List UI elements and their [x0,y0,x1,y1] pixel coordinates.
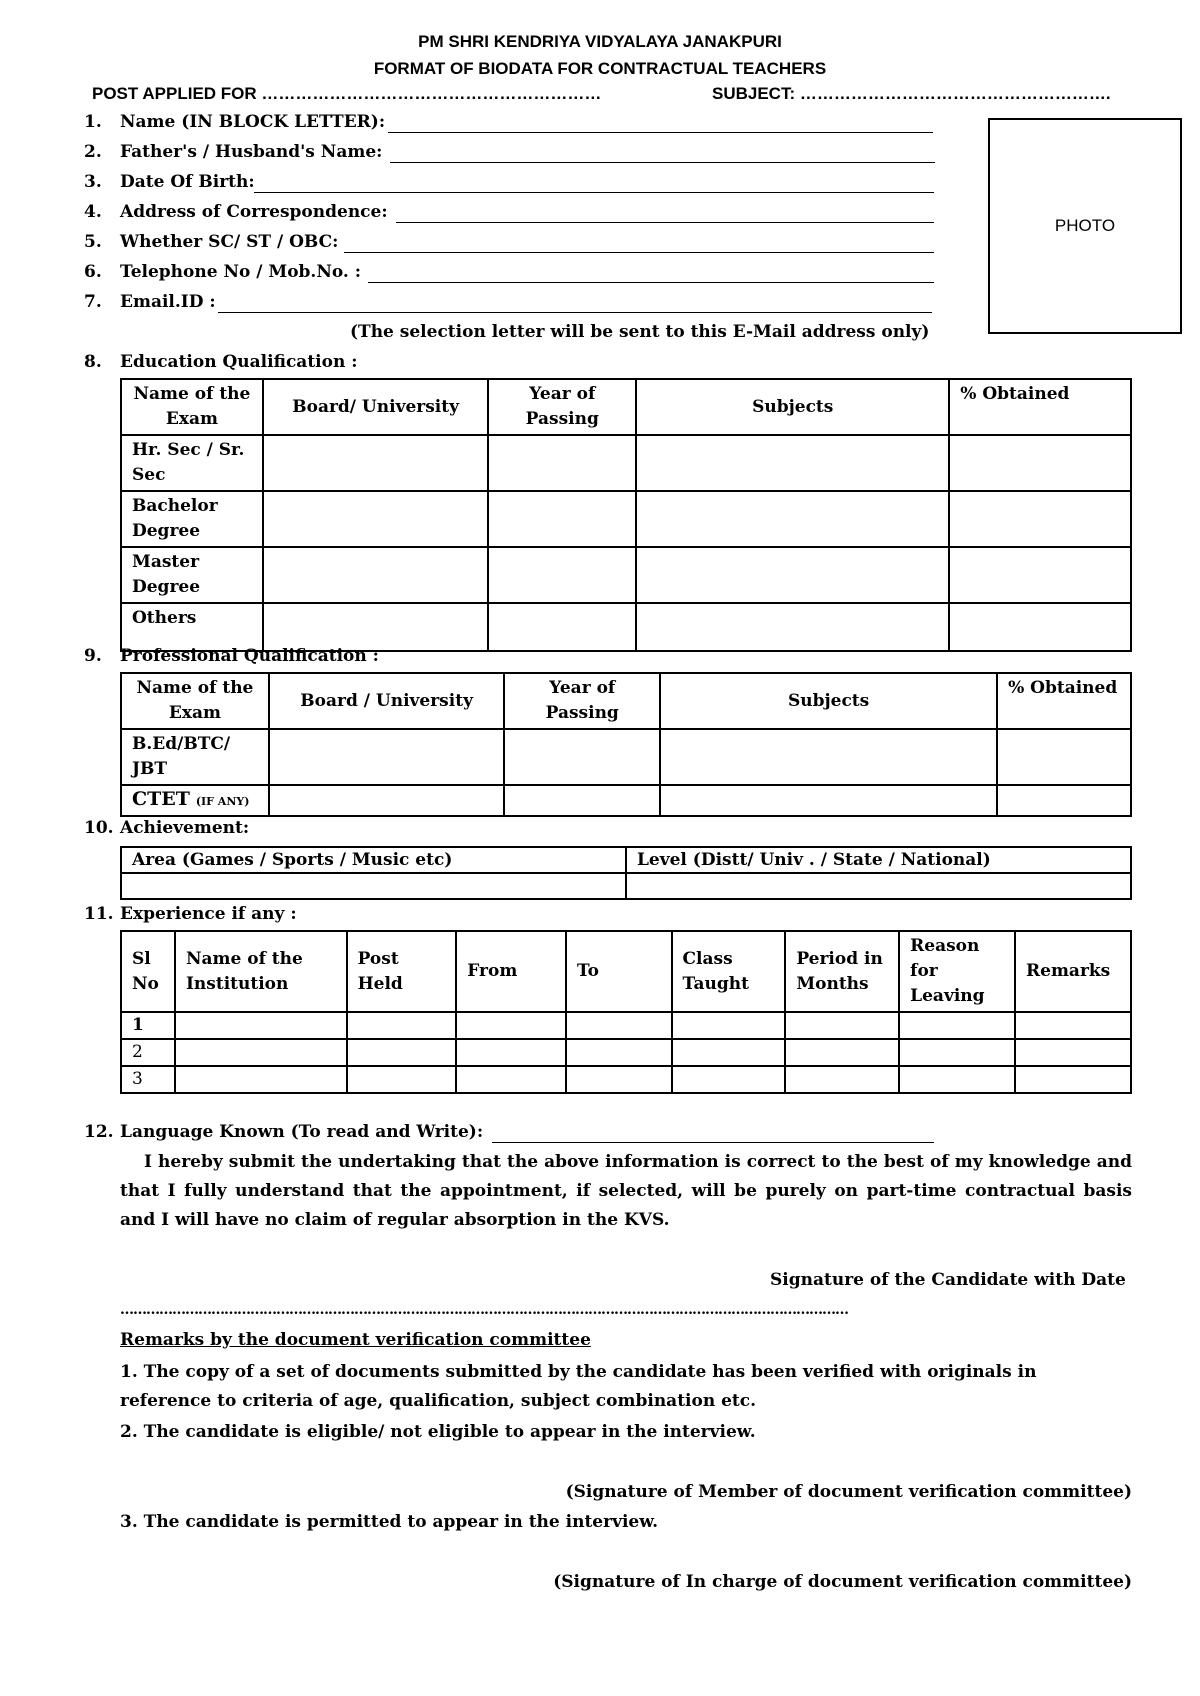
row-number: 2 [121,1039,175,1066]
header-cell: Subjects [660,673,997,729]
input-cell[interactable] [504,785,660,816]
input-cell[interactable] [456,1012,566,1039]
header-cell: Year of Passing [504,673,660,729]
header-cell: % Obtained [949,379,1131,435]
ctet-note: (IF ANY) [195,795,250,808]
input-cell[interactable] [263,603,489,651]
language-input-line[interactable] [492,1142,934,1143]
input-cell[interactable] [456,1039,566,1066]
input-cell[interactable] [269,785,504,816]
input-cell[interactable] [1015,1012,1131,1039]
header-cell: Remarks [1015,931,1131,1012]
education-table [120,378,1132,652]
input-cell[interactable] [504,729,660,785]
email-input-line[interactable] [218,312,932,313]
achievement-table [120,846,1132,900]
remarks-title: Remarks by the document verification committee [120,1330,591,1350]
name-label: Name (IN BLOCK LETTER): [120,112,386,132]
input-cell[interactable] [899,1012,1015,1039]
input-cell[interactable] [566,1039,672,1066]
address-input-line[interactable] [396,222,934,223]
subject-field[interactable]: SUBJECT: ………………………………………………. [712,84,1111,103]
input-cell[interactable] [347,1039,457,1066]
input-cell[interactable] [672,1012,786,1039]
input-cell[interactable] [899,1039,1015,1066]
field-number: 3. [84,172,102,192]
education-title: Education Qualification : [120,352,358,372]
field-number: 2. [84,142,102,162]
input-cell[interactable] [175,1066,347,1093]
input-cell[interactable] [899,1066,1015,1093]
input-cell[interactable] [949,547,1131,603]
candidate-signature-label: Signature of the Candidate with Date [770,1270,1126,1290]
header-cell: Board/ University [263,379,489,435]
input-cell[interactable] [347,1012,457,1039]
email-note: (The selection letter will be sent to this E-Mail address only) [350,322,930,342]
category-label: Whether SC/ ST / OBC: [120,232,339,252]
row-number: 1 [121,1012,175,1039]
email-label: Email.ID : [120,292,216,312]
row-label: Hr. Sec / Sr. Sec [121,435,263,491]
input-cell[interactable] [488,491,636,547]
header-cell: Subjects [636,379,949,435]
input-cell[interactable] [456,1066,566,1093]
field-number: 11. [84,904,114,924]
input-cell[interactable] [488,435,636,491]
input-cell[interactable] [660,785,997,816]
input-cell[interactable] [347,1066,457,1093]
form-title: FORMAT OF BIODATA FOR CONTRACTUAL TEACHERS [373,59,827,78]
header-cell: Year of Passing [488,379,636,435]
ctet-label: CTET [132,788,190,810]
header-cell: Reason for Leaving [899,931,1015,1012]
row-number: 3 [121,1066,175,1093]
dotted-separator: …………………………………………………………………………………………………………………………………………………… [120,1302,848,1318]
input-cell[interactable] [1015,1039,1131,1066]
dob-input-line[interactable] [254,192,934,193]
input-cell[interactable] [636,603,949,651]
input-cell[interactable] [636,435,949,491]
header-cell: Post Held [347,931,457,1012]
input-cell[interactable] [269,729,504,785]
professional-title: Professional Qualification : [120,646,379,666]
input-cell[interactable] [785,1012,899,1039]
input-cell[interactable] [175,1039,347,1066]
remarks-item-2: 2. The candidate is eligible/ not eligible to appear in the interview. [120,1422,756,1442]
language-label: Language Known (To read and Write): [120,1122,484,1142]
address-label: Address of Correspondence: [120,202,388,222]
input-cell[interactable] [566,1066,672,1093]
dob-label: Date Of Birth: [120,172,255,192]
field-number: 10. [84,818,114,838]
row-label: B.Ed/BTC/ JBT [121,729,269,785]
row-label: Bachelor Degree [121,491,263,547]
input-cell[interactable] [488,547,636,603]
remarks-item-3: 3. The candidate is permitted to appear in the interview. [120,1512,659,1532]
header-cell: Name of the Institution [175,931,347,1012]
input-cell[interactable] [1015,1066,1131,1093]
row-label [121,785,269,816]
header-cell: % Obtained [997,673,1131,729]
header-cell: Class Taught [672,931,786,1012]
input-cell[interactable] [175,1012,347,1039]
input-cell[interactable] [672,1039,786,1066]
field-number: 12. [84,1122,114,1142]
field-number: 7. [84,292,102,312]
photo-label: PHOTO [1054,216,1116,235]
photo-box [988,118,1182,334]
field-number: 1. [84,112,102,132]
header-cell: Name of the Exam [121,379,263,435]
school-name: PM SHRI KENDRIYA VIDYALAYA JANAKPURI [418,32,782,51]
incharge-signature-label: (Signature of In charge of document verification committee) [553,1572,1132,1592]
professional-table [120,672,1132,817]
row-label: Master Degree [121,547,263,603]
header-cell: Sl No [121,931,175,1012]
field-number: 8. [84,352,102,372]
input-cell[interactable] [949,435,1131,491]
input-cell[interactable] [672,1066,786,1093]
field-number: 5. [84,232,102,252]
experience-table [120,930,1132,1094]
input-cell[interactable] [121,873,626,899]
father-name-label: Father's / Husband's Name: [120,142,383,162]
achievement-title: Achievement: [120,818,250,838]
category-input-line[interactable] [344,252,934,253]
remarks-item-1: 1. The copy of a set of documents submitted by the candidate has been verified with originals in reference to criteria of age, qualification, subject combination etc. [120,1362,1037,1411]
header-cell: Board / University [269,673,504,729]
input-cell[interactable] [636,491,949,547]
input-cell[interactable] [997,785,1131,816]
header-cell: From [456,931,566,1012]
input-cell[interactable] [660,729,997,785]
row-label: Others [121,603,263,651]
telephone-label: Telephone No / Mob.No. : [120,262,362,282]
header-cell: Period in Months [785,931,899,1012]
input-cell[interactable] [488,603,636,651]
input-cell[interactable] [263,435,489,491]
name-input-line[interactable] [388,132,933,133]
input-cell[interactable] [785,1066,899,1093]
input-cell[interactable] [785,1039,899,1066]
input-cell[interactable] [949,491,1131,547]
input-cell[interactable] [263,491,489,547]
header-cell: Level (Distt/ Univ . / State / National) [626,847,1131,873]
field-number: 6. [84,262,102,282]
post-applied-field[interactable]: POST APPLIED FOR …………………………………………………… [92,84,602,103]
header-cell: Area (Games / Sports / Music etc) [121,847,626,873]
input-cell[interactable] [949,603,1131,651]
input-cell[interactable] [626,873,1131,899]
input-cell[interactable] [263,547,489,603]
input-cell[interactable] [997,729,1131,785]
father-name-input-line[interactable] [390,162,935,163]
experience-title: Experience if any : [120,904,297,924]
header-cell: To [566,931,672,1012]
member-signature-label: (Signature of Member of document verification committee) [565,1482,1132,1502]
undertaking-text: I hereby submit the undertaking that the above information is correct to the best of my knowledge and that I fully understand that the appointment, if selected, will be purely on part-time contractual basis and I will have no claim of regular absorption in the KVS. [120,1152,1132,1230]
input-cell[interactable] [636,547,949,603]
telephone-input-line[interactable] [368,282,934,283]
input-cell[interactable] [566,1012,672,1039]
field-number: 4. [84,202,102,222]
header-cell: Name of the Exam [121,673,269,729]
field-number: 9. [84,646,102,666]
